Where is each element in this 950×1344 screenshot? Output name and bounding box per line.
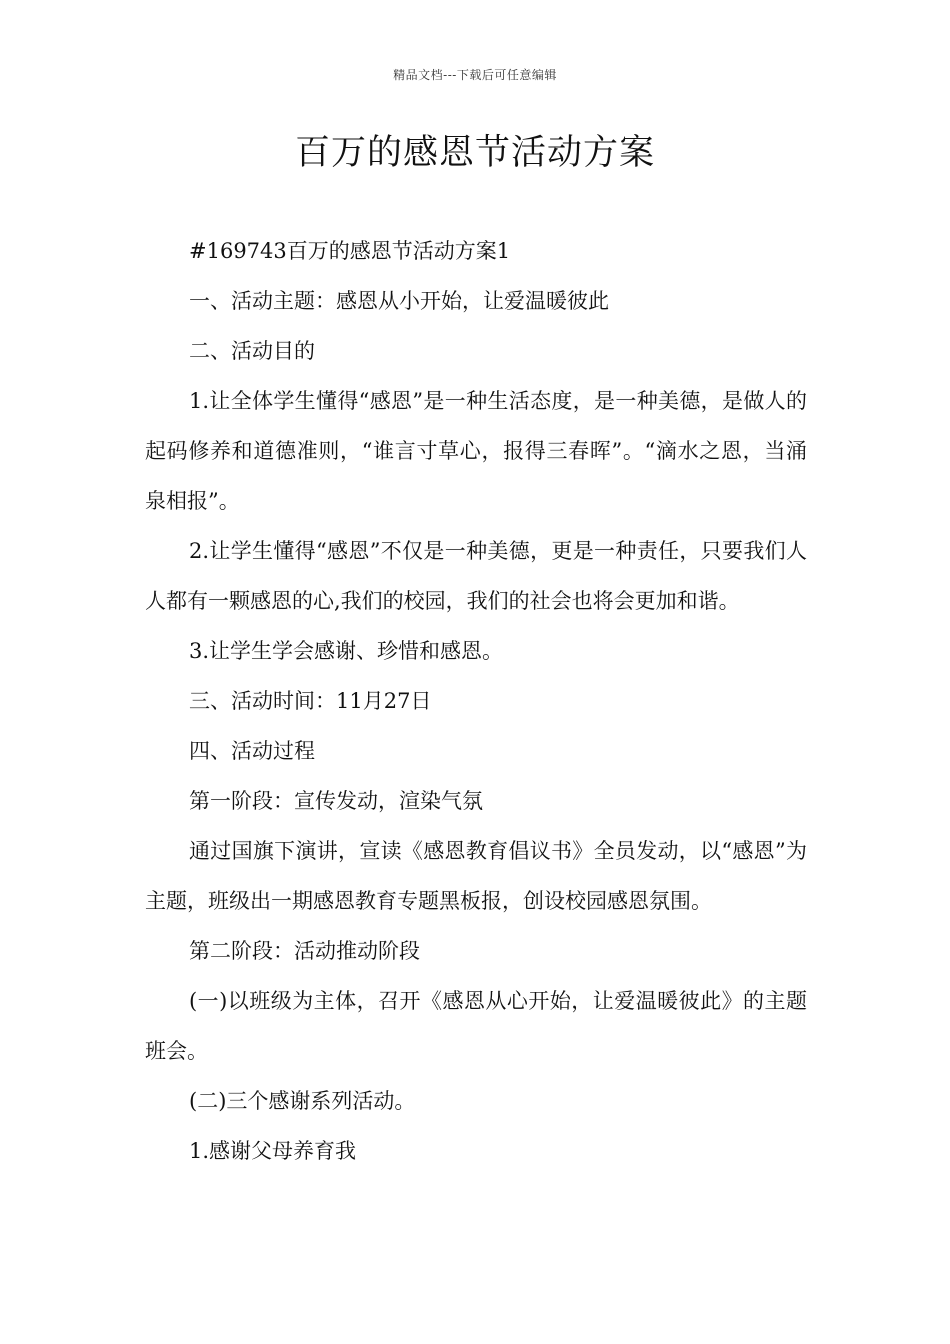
paragraph-stage-1-heading: 第一阶段：宣传发动，渲染气氛 bbox=[189, 789, 483, 813]
paragraph-purpose-3: 3.让学生学会感谢、珍惜和感恩。 bbox=[189, 639, 504, 663]
header-note: 精品文档---下载后可任意编辑 bbox=[393, 68, 557, 82]
paragraph-activity-time: 三、活动时间：11月27日 bbox=[189, 689, 432, 713]
document-body bbox=[145, 226, 807, 1176]
paragraph-stage-2-heading: 第二阶段：活动推动阶段 bbox=[189, 939, 420, 963]
paragraph-purpose-2: 2.让学生懂得“感恩”不仅是一种美德，更是一种责任，只要我们人人都有一颗感恩的心,我们的校园，我们的社会也将会更加和谐。 bbox=[145, 539, 807, 613]
paragraph-thanks-parents: 1.感谢父母养育我 bbox=[189, 1139, 357, 1163]
paragraph-activity-purpose-heading: 二、活动目的 bbox=[189, 339, 315, 363]
paragraph-section-heading: #169743百万的感恩节活动方案1 bbox=[189, 239, 511, 263]
paragraph-purpose-1: 1.让全体学生懂得“感恩”是一种生活态度，是一种美德，是做人的起码修养和道德准则，“谁言寸草心，报得三春晖”。“滴水之恩，当涌泉相报”。 bbox=[145, 389, 807, 513]
paragraph-activity-theme: 一、活动主题：感恩从小开始，让爱温暖彼此 bbox=[189, 289, 609, 313]
paragraph-stage-2-item-2: (二)三个感谢系列活动。 bbox=[189, 1089, 416, 1113]
paragraph-activity-process-heading: 四、活动过程 bbox=[189, 739, 315, 763]
paragraph-stage-1-body: 通过国旗下演讲，宣读《感恩教育倡议书》全员发动，以“感恩”为主题，班级出一期感恩教育专题黑板报，创设校园感恩氛围。 bbox=[145, 839, 807, 913]
paragraph-stage-2-item-1: (一)以班级为主体，召开《感恩从心开始，让爱温暖彼此》的主题班会。 bbox=[145, 989, 807, 1063]
document-title: 百万的感恩节活动方案 bbox=[294, 133, 655, 173]
